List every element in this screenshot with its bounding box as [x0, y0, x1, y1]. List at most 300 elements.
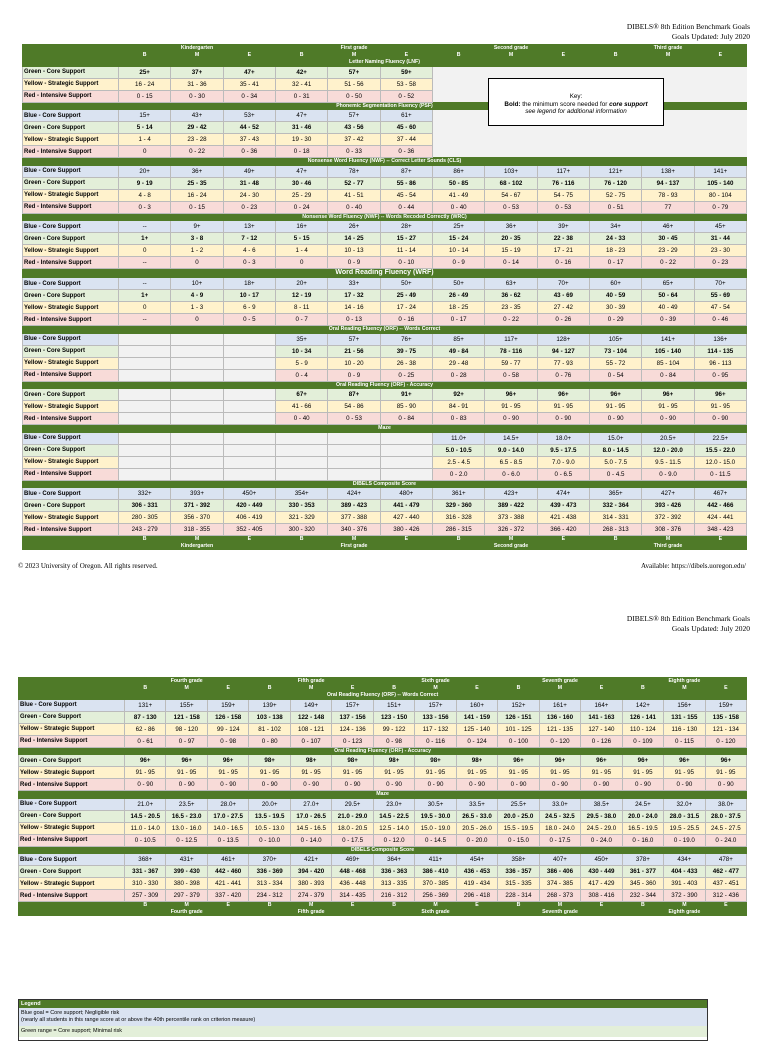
score-row-blue [19, 854, 747, 866]
score-row-blue [23, 221, 747, 233]
score-cell: 0 - 3 [119, 201, 171, 213]
score-cell: 19.5 - 30.0 [415, 810, 456, 822]
period-header: B [125, 685, 166, 692]
score-cell: -- [119, 278, 171, 290]
score-cell: 91 - 95 [705, 767, 747, 779]
score-cell: 437 - 451 [705, 878, 747, 890]
score-cell: 108 - 121 [290, 723, 331, 735]
score-cell: 96+ [539, 755, 580, 767]
score-cell: 0 - 20.0 [456, 834, 497, 846]
score-cell: 47+ [276, 165, 328, 177]
score-row-yellow [19, 723, 747, 735]
score-cell: 25+ [119, 66, 171, 78]
score-cell: 36 - 62 [485, 290, 537, 302]
score-cell [119, 345, 171, 357]
score-cell: 2.5 - 4.5 [433, 456, 485, 468]
score-cell: 156+ [664, 699, 705, 711]
score-cell: 0 - 26 [537, 314, 589, 326]
score-cell: 0 - 53 [328, 413, 380, 425]
score-cell: 0 - 18 [276, 146, 328, 158]
score-row-green [19, 711, 747, 723]
score-cell: 361+ [433, 488, 485, 500]
legend-blue: Blue goal = Core support; Negligible risk (nearly all students in this range score at or above the 40th percentile rank on criterion measure) [19, 1008, 707, 1026]
period-header: B [622, 685, 663, 692]
score-cell: 141 - 163 [581, 711, 622, 723]
score-cell: 20.0 - 24.0 [622, 810, 663, 822]
support-level-label: Blue - Core Support [23, 165, 119, 177]
score-cell: 96+ [622, 755, 663, 767]
score-cell [171, 468, 223, 480]
score-cell [171, 345, 223, 357]
support-level-label: Red - Intensive Support [19, 735, 125, 747]
score-cell: 15.5 - 22.0 [694, 444, 746, 456]
corner-cell [23, 52, 119, 59]
score-cell: 67+ [276, 389, 328, 401]
score-cell: 0 - 39 [642, 314, 694, 326]
score-cell: 117 - 132 [415, 723, 456, 735]
score-cell: 23 - 28 [171, 134, 223, 146]
grade-footer: Third grade [590, 543, 747, 550]
period-header: M [328, 52, 380, 59]
score-cell: 78 - 116 [485, 345, 537, 357]
score-cell: 0 - 17 [433, 314, 485, 326]
score-cell: 0 - 126 [581, 735, 622, 747]
score-row-green [23, 290, 747, 302]
score-cell [171, 357, 223, 369]
score-cell: 12 - 19 [276, 290, 328, 302]
score-cell: 7 - 12 [223, 233, 275, 245]
support-level-label: Yellow - Strategic Support [19, 822, 125, 834]
score-cell: 8 - 11 [276, 302, 328, 314]
score-cell: 371 - 392 [171, 500, 223, 512]
score-row-red [19, 890, 747, 902]
period-header: B [373, 685, 414, 692]
score-cell: 377 - 388 [328, 512, 380, 524]
score-cell: 27 - 42 [537, 302, 589, 314]
score-cell: 45 - 60 [380, 122, 432, 134]
score-cell: 54 - 86 [328, 401, 380, 413]
score-cell: 92+ [433, 389, 485, 401]
score-cell: 26+ [328, 221, 380, 233]
grade-footer: First grade [276, 543, 433, 550]
doc-updated-2: Goals Updated: July 2020 [671, 624, 750, 633]
key-box [488, 78, 664, 126]
score-cell: -- [119, 257, 171, 269]
score-cell: 26.5 - 33.0 [456, 810, 497, 822]
score-cell: 16 - 24 [119, 78, 171, 90]
score-cell: 41 - 49 [433, 189, 485, 201]
score-cell: 0 [119, 146, 171, 158]
score-cell: 81 - 102 [249, 723, 290, 735]
key-bold-line: Bold: the minimum score needed for core support [504, 100, 648, 108]
score-cell [694, 110, 746, 122]
score-cell: 33.0+ [539, 798, 580, 810]
score-cell: 91 - 95 [415, 767, 456, 779]
score-cell: 15.0 - 19.0 [415, 822, 456, 834]
score-cell: 15+ [119, 110, 171, 122]
corner-cell [19, 909, 125, 916]
score-cell: 313 - 334 [249, 878, 290, 890]
score-cell: 25 - 49 [380, 290, 432, 302]
score-cell: 149+ [290, 699, 331, 711]
score-cell: 406 - 419 [223, 512, 275, 524]
score-row-yellow [23, 357, 747, 369]
score-cell: 98+ [415, 755, 456, 767]
score-cell: 5.0 - 7.5 [590, 456, 642, 468]
score-cell: 14 - 25 [328, 233, 380, 245]
score-cell: 0 - 24.0 [705, 834, 747, 846]
score-cell: 37 - 44 [380, 134, 432, 146]
score-cell [380, 432, 432, 444]
score-cell: 0 - 90 [207, 779, 248, 791]
support-level-label: Blue - Core Support [23, 110, 119, 122]
score-cell: 308 - 376 [642, 524, 694, 536]
score-cell: 32 - 41 [276, 78, 328, 90]
score-cell: 96+ [581, 755, 622, 767]
score-cell: 0 - 116 [415, 735, 456, 747]
score-row-yellow [19, 878, 747, 890]
score-cell [119, 357, 171, 369]
score-cell: 136 - 160 [539, 711, 580, 723]
score-cell [119, 444, 171, 456]
score-cell: 6 - 9 [223, 302, 275, 314]
score-cell: 1+ [119, 233, 171, 245]
score-cell: 21.0+ [125, 798, 166, 810]
score-cell: 121 - 135 [539, 723, 580, 735]
score-cell: 23.0+ [373, 798, 414, 810]
grade-header: Fourth grade [125, 678, 249, 685]
bme-header-row [19, 685, 747, 692]
score-cell: 137 - 156 [332, 711, 373, 723]
score-cell: 117+ [537, 165, 589, 177]
score-cell: 30 - 39 [590, 302, 642, 314]
score-cell: 10 - 34 [276, 345, 328, 357]
score-cell: 358+ [498, 854, 539, 866]
period-header: M [166, 902, 207, 909]
score-cell: 25.5+ [498, 798, 539, 810]
score-cell: 0 - 44 [380, 201, 432, 213]
support-level-label: Green - Core Support [19, 866, 125, 878]
score-cell: 0 - 3 [223, 257, 275, 269]
measure-header-row [23, 158, 747, 166]
score-cell: 7.0 - 9.0 [537, 456, 589, 468]
score-cell: 316 - 328 [433, 512, 485, 524]
score-cell: 0 - 107 [290, 735, 331, 747]
score-cell: 91 - 95 [664, 767, 705, 779]
score-cell: 436 - 453 [456, 866, 497, 878]
period-header: B [119, 52, 171, 59]
score-row-yellow [23, 245, 747, 257]
score-cell: 51 - 56 [328, 78, 380, 90]
score-cell: 0 - 90 [539, 779, 580, 791]
period-header: E [207, 902, 248, 909]
legend-green: Green range = Core support; Minimal risk [19, 1026, 707, 1037]
page2-header [627, 614, 750, 634]
score-cell: 386 - 406 [539, 866, 580, 878]
period-header: B [276, 52, 328, 59]
score-cell: 126 - 141 [622, 711, 663, 723]
score-cell: 155+ [166, 699, 207, 711]
score-cell: 33+ [328, 278, 380, 290]
score-cell: 430 - 449 [581, 866, 622, 878]
support-level-label: Green - Core Support [23, 500, 119, 512]
score-cell [171, 432, 223, 444]
support-level-label: Red - Intensive Support [19, 779, 125, 791]
score-cell: 152+ [498, 699, 539, 711]
period-header: M [539, 902, 580, 909]
score-cell: 164+ [581, 699, 622, 711]
period-header: E [705, 902, 747, 909]
score-cell: 378+ [622, 854, 663, 866]
score-cell: 117+ [485, 333, 537, 345]
score-cell: 0 - 10.0 [249, 834, 290, 846]
score-cell: 5 - 9 [276, 357, 328, 369]
score-cell: 14.5 - 16.5 [290, 822, 331, 834]
support-level-label: Red - Intensive Support [23, 413, 119, 425]
score-cell: 16.5 - 23.0 [166, 810, 207, 822]
period-header: M [171, 536, 223, 543]
score-cell: 13.0 - 16.0 [166, 822, 207, 834]
support-level-label: Yellow - Strategic Support [23, 134, 119, 146]
score-cell: 393+ [171, 488, 223, 500]
support-level-label: Red - Intensive Support [19, 890, 125, 902]
score-cell: 0 - 16 [537, 257, 589, 269]
measure-title: DIBELS Composite Score [23, 480, 747, 488]
score-cell: 386 - 410 [415, 866, 456, 878]
score-cell: 0 - 24.0 [581, 834, 622, 846]
score-cell: 257 - 309 [125, 890, 166, 902]
grade-footer-row [23, 543, 747, 550]
score-cell: 128+ [537, 333, 589, 345]
score-cell: 0 - 31 [276, 90, 328, 102]
score-cell: 0 - 17 [590, 257, 642, 269]
score-cell: 19.5 - 25.5 [664, 822, 705, 834]
score-cell: -- [119, 221, 171, 233]
score-cell: 12.5 - 14.0 [373, 822, 414, 834]
period-header: B [498, 902, 539, 909]
score-cell: 0 - 10.5 [125, 834, 166, 846]
score-cell: 29 - 48 [433, 357, 485, 369]
footer-url: Available: https://dibels.uoregon.edu/ [640, 562, 746, 570]
period-header: B [590, 536, 642, 543]
score-cell [537, 134, 589, 146]
score-cell [485, 66, 537, 78]
measure-title: Nonsense Word Fluency (NWF) -- Words Recoded Correctly (WRC) [23, 213, 747, 221]
score-cell: 101 - 125 [498, 723, 539, 735]
period-header: M [328, 536, 380, 543]
score-cell: 256 - 369 [415, 890, 456, 902]
score-cell: 47+ [276, 110, 328, 122]
grade-footer: Fourth grade [125, 909, 249, 916]
score-cell: 423+ [485, 488, 537, 500]
score-cell [119, 389, 171, 401]
score-cell: 361 - 377 [622, 866, 663, 878]
score-cell: 40 - 59 [590, 290, 642, 302]
score-cell: 280 - 305 [119, 512, 171, 524]
period-header: M [290, 685, 331, 692]
period-header: B [590, 52, 642, 59]
measure-title: Oral Reading Fluency (ORF) -- Words Correct [23, 326, 747, 334]
score-cell: 49+ [223, 165, 275, 177]
score-cell: 0 [119, 302, 171, 314]
score-cell: 12.0 - 20.0 [642, 444, 694, 456]
score-cell: 399 - 430 [166, 866, 207, 878]
score-cell: 9.0 - 14.0 [485, 444, 537, 456]
score-cell: 25+ [433, 221, 485, 233]
score-cell: 159+ [705, 699, 747, 711]
score-cell: 345 - 360 [622, 878, 663, 890]
score-cell [276, 444, 328, 456]
score-cell: 0 - 98 [373, 735, 414, 747]
score-cell: 469+ [332, 854, 373, 866]
score-row-blue [19, 699, 747, 711]
measure-header-row [19, 846, 747, 854]
support-level-label: Blue - Core Support [23, 488, 119, 500]
score-cell: 427 - 440 [380, 512, 432, 524]
score-cell: 96+ [498, 755, 539, 767]
score-cell: 0 - 4 [276, 369, 328, 381]
score-cell: 0 - 13.5 [207, 834, 248, 846]
score-cell [328, 468, 380, 480]
score-cell: 131 - 155 [664, 711, 705, 723]
score-cell: 0 - 16 [380, 314, 432, 326]
support-level-label: Yellow - Strategic Support [23, 512, 119, 524]
score-cell: 0 - 16.0 [622, 834, 663, 846]
score-cell [328, 432, 380, 444]
score-cell: 0 - 100 [498, 735, 539, 747]
score-row-green [19, 810, 747, 822]
score-cell: 332 - 364 [590, 500, 642, 512]
score-cell: 4 - 9 [171, 290, 223, 302]
score-cell: 96+ [664, 755, 705, 767]
score-cell: 13.5 - 19.5 [249, 810, 290, 822]
period-header: M [171, 52, 223, 59]
score-cell: 96+ [485, 389, 537, 401]
score-cell: 14.0 - 16.5 [207, 822, 248, 834]
score-cell: 40 - 49 [642, 302, 694, 314]
score-cell: 68 - 102 [485, 177, 537, 189]
score-cell: 421 - 441 [207, 878, 248, 890]
score-cell: 296 - 418 [456, 890, 497, 902]
score-row-yellow [23, 512, 747, 524]
score-cell: 35 - 41 [223, 78, 275, 90]
support-level-label: Yellow - Strategic Support [19, 723, 125, 735]
score-cell: 24.5 - 27.5 [705, 822, 747, 834]
doc-updated: Goals Updated: July 2020 [671, 32, 750, 41]
grade-footer: Seventh grade [498, 909, 622, 916]
doc-title-2: DIBELS® 8th Edition Benchmark Goals [626, 614, 750, 623]
score-cell: 18.0 - 20.5 [332, 822, 373, 834]
score-cell: 1 - 3 [171, 302, 223, 314]
score-cell: 0 - 98 [207, 735, 248, 747]
score-cell: 28.0+ [207, 798, 248, 810]
score-row-yellow [23, 401, 747, 413]
score-cell: 0 [276, 257, 328, 269]
score-cell [485, 146, 537, 158]
score-cell: 20.5+ [642, 432, 694, 444]
score-cell: 123 - 150 [373, 711, 414, 723]
support-level-label: Red - Intensive Support [23, 146, 119, 158]
score-cell: 41 - 66 [276, 401, 328, 413]
score-row-green [23, 66, 747, 78]
score-cell: 18+ [223, 278, 275, 290]
support-level-label: Red - Intensive Support [23, 369, 119, 381]
score-cell: 85 - 104 [642, 357, 694, 369]
grade-header: Fifth grade [249, 678, 373, 685]
period-header: M [642, 536, 694, 543]
period-header: M [166, 685, 207, 692]
score-cell [642, 146, 694, 158]
score-cell: 18.0+ [537, 432, 589, 444]
score-cell: 96+ [207, 755, 248, 767]
score-cell: 0 - 52 [380, 90, 432, 102]
period-header: M [415, 685, 456, 692]
score-cell: 15 - 27 [380, 233, 432, 245]
score-cell: 417 - 429 [581, 878, 622, 890]
score-cell: 25 - 35 [171, 177, 223, 189]
score-cell: 308 - 416 [581, 890, 622, 902]
measure-title: Oral Reading Fluency (ORF) -- Words Correct [19, 692, 747, 700]
score-cell: 125 - 140 [456, 723, 497, 735]
score-cell [171, 369, 223, 381]
score-cell: 91+ [380, 389, 432, 401]
support-level-label: Yellow - Strategic Support [23, 357, 119, 369]
score-cell: 0 - 123 [332, 735, 373, 747]
score-cell: 0 - 90 [590, 413, 642, 425]
score-cell: 91 - 95 [166, 767, 207, 779]
support-level-label: Blue - Core Support [23, 221, 119, 233]
score-cell: 96+ [694, 389, 746, 401]
score-cell: 1+ [119, 290, 171, 302]
score-cell: 380 - 393 [290, 878, 331, 890]
score-cell [119, 432, 171, 444]
score-cell: 18.0 - 24.0 [539, 822, 580, 834]
score-row-red [23, 369, 747, 381]
score-cell [694, 90, 746, 102]
score-cell: 404 - 433 [664, 866, 705, 878]
score-cell: 0 - 120 [539, 735, 580, 747]
score-cell: 3 - 8 [171, 233, 223, 245]
period-header: M [485, 52, 537, 59]
score-cell: 0 - 12.5 [166, 834, 207, 846]
score-cell: 424 - 441 [694, 512, 746, 524]
score-cell: 336 - 357 [498, 866, 539, 878]
score-cell [223, 401, 275, 413]
score-cell: 85 - 90 [380, 401, 432, 413]
score-cell: 91 - 95 [537, 401, 589, 413]
score-cell: 0 - 22 [171, 146, 223, 158]
support-level-label: Red - Intensive Support [19, 834, 125, 846]
score-cell: 331 - 367 [125, 866, 166, 878]
score-cell [276, 468, 328, 480]
score-cell [433, 66, 485, 78]
score-cell: 136+ [694, 333, 746, 345]
score-cell: 0 - 14.0 [290, 834, 331, 846]
score-cell: 135 - 158 [705, 711, 747, 723]
score-cell: 31 - 48 [223, 177, 275, 189]
support-level-label: Yellow - Strategic Support [23, 189, 119, 201]
bme-footer-row [23, 536, 747, 543]
score-cell: 11 - 14 [380, 245, 432, 257]
support-level-label: Blue - Core Support [23, 278, 119, 290]
score-cell: 0 [171, 314, 223, 326]
period-header: E [581, 685, 622, 692]
score-cell: 99 - 122 [373, 723, 414, 735]
grade-header: Kindergarten [119, 45, 276, 52]
score-cell: 126 - 158 [207, 711, 248, 723]
period-header: E [456, 902, 497, 909]
score-cell: 0 - 29 [590, 314, 642, 326]
